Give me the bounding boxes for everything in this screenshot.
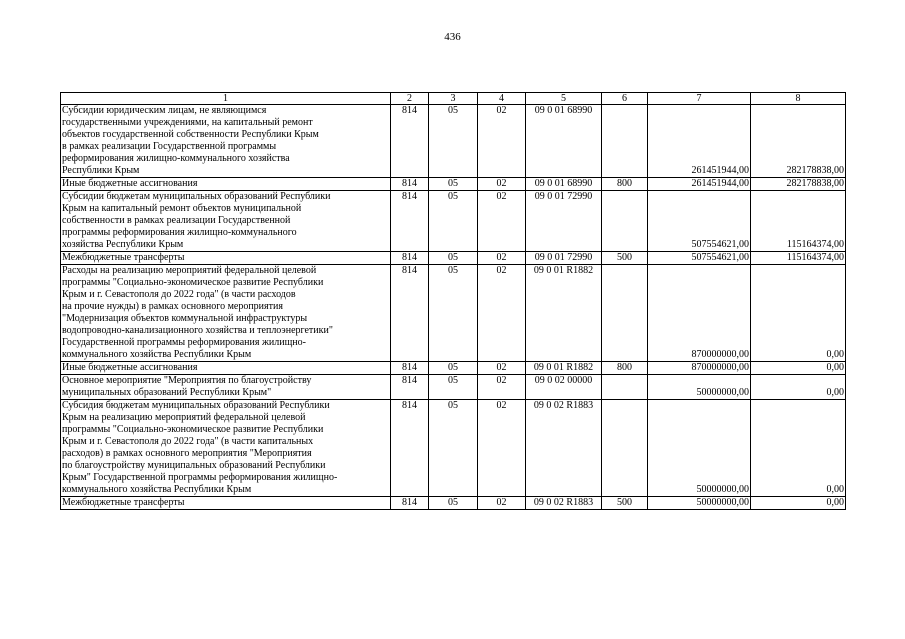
row-target-article-cell: 09 0 01 R1882 xyxy=(526,265,602,362)
row-target-article-cell: 09 0 01 72990 xyxy=(526,191,602,252)
table-body xyxy=(61,93,846,510)
row-expense-type-cell: 800 xyxy=(602,362,648,375)
header-cell: 2 xyxy=(391,93,429,105)
row-sum-2-cell: 115164374,00 xyxy=(751,252,846,265)
row-grbs-cell: 814 xyxy=(391,191,429,252)
row-sum-1-cell: 507554621,00 xyxy=(648,191,751,252)
row-grbs-cell: 814 xyxy=(391,400,429,497)
row-name-cell: Основное мероприятие "Мероприятия по благоустройству муниципальных образований Республики Крым" xyxy=(61,375,391,400)
row-subsection-cell: 02 xyxy=(478,178,526,191)
row-sum-2-cell: 0,00 xyxy=(751,362,846,375)
row-expense-type-cell xyxy=(602,265,648,362)
row-section-cell: 05 xyxy=(429,400,478,497)
row-subsection-cell: 02 xyxy=(478,191,526,252)
row-expense-type-cell: 800 xyxy=(602,178,648,191)
header-row xyxy=(61,93,846,105)
row-name-cell: Субсидии юридическим лицам, не являющимся государственными учреждениями, на капитальный ремонт объектов государственной собственности Республики Крым в рамках реализации Государственной программы реформирования жилищно-коммунального хозяйства Республики Крым xyxy=(61,105,391,178)
row-target-article-cell: 09 0 01 72990 xyxy=(526,252,602,265)
row-name-cell: Субсидия бюджетам муниципальных образований Республики Крым на реализацию мероприятий федеральной целевой программы "Социально-экономическое развитие Республики Крым и г. Севастополя до 2022 года" (в части капитальных расходов) в рамках основного мероприятия "Мероприятия по благоустройству муниципальных образований Республики Крым" Государственной программы реформирования жилищно- коммунального хозяйства Республики Крым xyxy=(61,400,391,497)
row-expense-type-cell xyxy=(602,375,648,400)
row-section-cell: 05 xyxy=(429,252,478,265)
row-section-cell: 05 xyxy=(429,178,478,191)
row-section-cell: 05 xyxy=(429,105,478,178)
row-sum-2-cell: 0,00 xyxy=(751,400,846,497)
row-name-cell: Иные бюджетные ассигнования xyxy=(61,362,391,375)
table-row xyxy=(61,375,846,400)
row-sum-1-cell: 50000000,00 xyxy=(648,497,751,510)
row-expense-type-cell: 500 xyxy=(602,497,648,510)
row-grbs-cell: 814 xyxy=(391,105,429,178)
table-row xyxy=(61,265,846,362)
budget-table xyxy=(60,92,846,510)
row-sum-2-cell: 0,00 xyxy=(751,497,846,510)
row-target-article-cell: 09 0 02 R1883 xyxy=(526,400,602,497)
row-sum-2-cell: 115164374,00 xyxy=(751,191,846,252)
row-section-cell: 05 xyxy=(429,497,478,510)
row-name-cell: Межбюджетные трансферты xyxy=(61,252,391,265)
row-name-cell: Расходы на реализацию мероприятий федеральной целевой программы "Социально-экономическое развитие Республики Крым и г. Севастополя до 2022 года" (в части расходов на прочие нужды) в рамках основного мероприятия "Модернизация объектов коммунальной инфраструктуры водопроводно-канализационного хозяйства и теплоэнергетики" Государственной программы реформирования жилищно- коммунального хозяйства Республики Крым xyxy=(61,265,391,362)
row-section-cell: 05 xyxy=(429,375,478,400)
table-row xyxy=(61,252,846,265)
row-name-cell: Межбюджетные трансферты xyxy=(61,497,391,510)
row-expense-type-cell xyxy=(602,400,648,497)
row-sum-2-cell: 282178838,00 xyxy=(751,178,846,191)
row-subsection-cell: 02 xyxy=(478,497,526,510)
row-sum-1-cell: 50000000,00 xyxy=(648,375,751,400)
header-cell: 6 xyxy=(602,93,648,105)
row-target-article-cell: 09 0 02 00000 xyxy=(526,375,602,400)
row-sum-2-cell: 282178838,00 xyxy=(751,105,846,178)
row-grbs-cell: 814 xyxy=(391,252,429,265)
table-row xyxy=(61,178,846,191)
row-subsection-cell: 02 xyxy=(478,375,526,400)
row-grbs-cell: 814 xyxy=(391,178,429,191)
row-sum-1-cell: 50000000,00 xyxy=(648,400,751,497)
header-cell: 8 xyxy=(751,93,846,105)
row-expense-type-cell xyxy=(602,191,648,252)
row-target-article-cell: 09 0 01 R1882 xyxy=(526,362,602,375)
row-name-cell: Субсидии бюджетам муниципальных образований Республики Крым на капитальный ремонт объектов муниципальной собственности в рамках реализации Государственной программы реформирования жилищно-коммунального хозяйства Республики Крым xyxy=(61,191,391,252)
row-grbs-cell: 814 xyxy=(391,375,429,400)
row-sum-2-cell: 0,00 xyxy=(751,375,846,400)
row-subsection-cell: 02 xyxy=(478,265,526,362)
header-cell: 5 xyxy=(526,93,602,105)
row-sum-1-cell: 870000000,00 xyxy=(648,265,751,362)
row-expense-type-cell: 500 xyxy=(602,252,648,265)
row-sum-2-cell: 0,00 xyxy=(751,265,846,362)
row-section-cell: 05 xyxy=(429,265,478,362)
header-cell: 3 xyxy=(429,93,478,105)
header-cell: 1 xyxy=(61,93,391,105)
page-number: 436 xyxy=(444,31,461,43)
row-section-cell: 05 xyxy=(429,191,478,252)
row-expense-type-cell xyxy=(602,105,648,178)
row-sum-1-cell: 261451944,00 xyxy=(648,105,751,178)
row-subsection-cell: 02 xyxy=(478,362,526,375)
row-grbs-cell: 814 xyxy=(391,362,429,375)
table-row xyxy=(61,497,846,510)
row-subsection-cell: 02 xyxy=(478,105,526,178)
header-cell: 4 xyxy=(478,93,526,105)
row-section-cell: 05 xyxy=(429,362,478,375)
row-target-article-cell: 09 0 02 R1883 xyxy=(526,497,602,510)
row-grbs-cell: 814 xyxy=(391,497,429,510)
row-sum-1-cell: 507554621,00 xyxy=(648,252,751,265)
row-target-article-cell: 09 0 01 68990 xyxy=(526,105,602,178)
table-row xyxy=(61,105,846,178)
table-row xyxy=(61,400,846,497)
row-grbs-cell: 814 xyxy=(391,265,429,362)
header-cell: 7 xyxy=(648,93,751,105)
table-row xyxy=(61,362,846,375)
row-sum-1-cell: 870000000,00 xyxy=(648,362,751,375)
row-subsection-cell: 02 xyxy=(478,252,526,265)
row-target-article-cell: 09 0 01 68990 xyxy=(526,178,602,191)
table-row xyxy=(61,191,846,252)
row-subsection-cell: 02 xyxy=(478,400,526,497)
row-name-cell: Иные бюджетные ассигнования xyxy=(61,178,391,191)
row-sum-1-cell: 261451944,00 xyxy=(648,178,751,191)
